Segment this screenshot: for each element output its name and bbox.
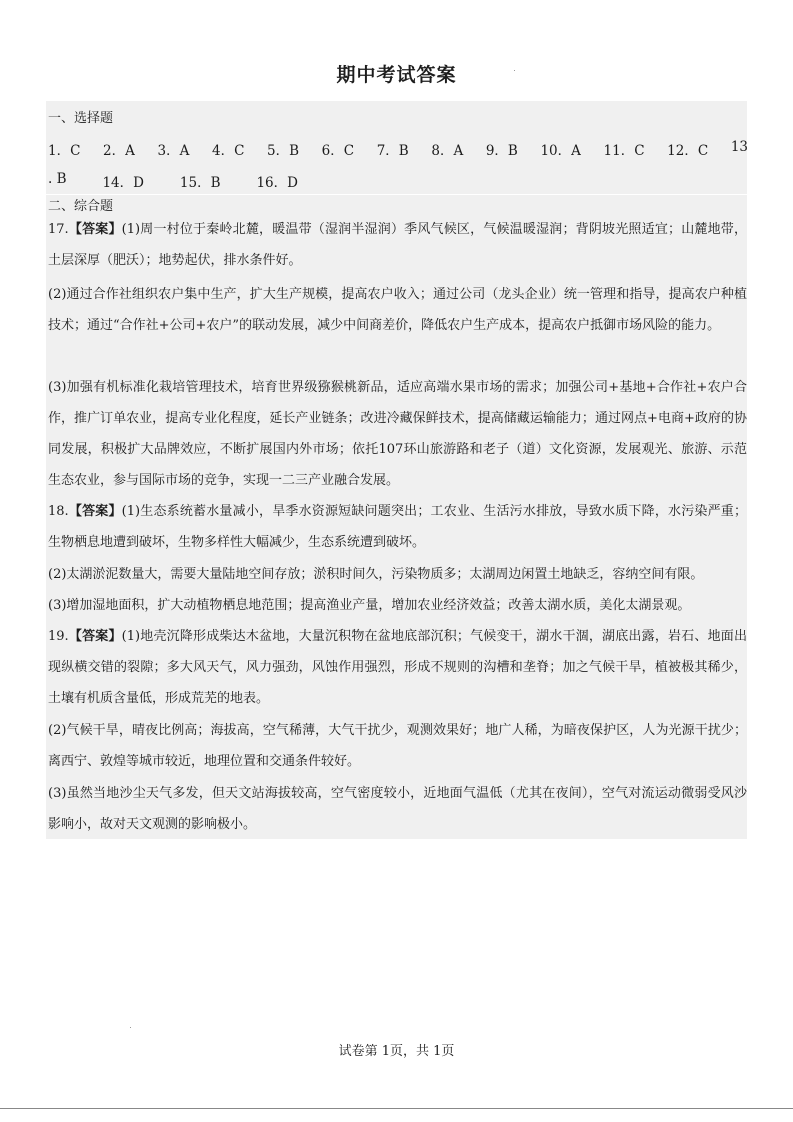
choice-answer: 7．B (376, 143, 409, 159)
section-heading-essay: 二、综合题 (48, 199, 114, 214)
choice-answer: 2．A (103, 143, 135, 159)
choice-answers-row-1 (48, 139, 748, 159)
answer-text: (1)周一村位于秦岭北麓，暖温带（湿润半湿润）季风气候区，气候温暖湿润；背阴坡光照适宜；山麓地带，土层深厚（肥沃）；地势起伏，排水条件好。 (48, 222, 747, 268)
q18-answer-part2: (2)太湖淤泥数量大，需要大量陆地空间存放；淤积时间久，污染物质多；太湖周边闲置土地缺乏，容纳空间有限。 (48, 567, 704, 582)
choice-answer: 6．C (321, 143, 355, 159)
q17-answer-part2: (2)通过合作社组织农户集中生产，扩大生产规模，提高农户收入；通过公司（龙头企业）统一管理和指导，提高农户种植技术；通过“合作社+公司+农户”的联动发展，减少中间商差价，降低农户生产成本，提高农户抵御市场风险的能力。 (48, 287, 747, 333)
answer-text: (1)地壳沉降形成柴达木盆地，大量沉积物在盆地底部沉积；气候变干，湖水干涸，湖底出露，岩石、地面出现纵横交错的裂隙；多大风天气，风力强劲，风蚀作用强烈，形成不规则的沟槽和垄脊；加之气候干旱，植被极其稀少，土壤有机质含量低，形成荒芜的地表。 (48, 629, 747, 706)
choice-answer: 1．C (48, 143, 81, 159)
bottom-rule (0, 1108, 793, 1109)
q18-answer-part1 (48, 496, 747, 558)
answer-text: (1)生态系统蓄水量减小，旱季水资源短缺问题突出；工农业、生活污水排放，导致水质下降，水污染严重；生物栖息地遭到破坏，生物多样性大幅减少，生态系统遭到破坏。 (48, 504, 747, 550)
answer-tag: 【答案】 (68, 504, 122, 519)
choice-answer: . B (48, 171, 67, 187)
choice-answer: 9．B (485, 143, 518, 159)
question-number: 18. (48, 504, 69, 519)
q19-answer-part2: (2)气候干旱，晴夜比例高；海拔高，空气稀薄，大气干扰少，观测效果好；地广人稀，为暗夜保护区，人为光源干扰少；离西宁、敦煌等城市较近，地理位置和交通条件较好。 (48, 723, 747, 769)
choice-answer: 11．C (603, 143, 645, 159)
q17-answer-part1 (48, 214, 747, 276)
choice-answer: 16．D (256, 175, 298, 191)
page-footer: 试卷第 1页，共 1页 (338, 1044, 455, 1059)
q19-answer-part3: (3)虽然当地沙尘天气多发，但天文站海拔较高，空气密度较小，近地面气温低（尤其在夜间），空气对流运动微弱受风沙影响小，故对天文观测的影响极小。 (48, 786, 747, 832)
choice-answer: 13 (730, 139, 748, 155)
choice-answers-row-2 (48, 171, 298, 191)
q18-answer-part3: (3)增加湿地面积，扩大动植物栖息地范围；提高渔业产量，增加农业经济效益；改善太湖水质，美化太湖景观。 (48, 598, 691, 613)
choice-answer: 14．D (102, 175, 144, 191)
scan-speck (514, 70, 515, 71)
scan-speck (130, 1027, 131, 1028)
q19-answer-part1 (48, 621, 747, 714)
choice-answer: 8．A (431, 143, 464, 159)
choice-answer: 10．A (540, 143, 581, 159)
choice-answer: 15．B (179, 175, 221, 191)
section-heading-choice: 一、选择题 (48, 111, 114, 126)
question-number: 19. (48, 629, 69, 644)
answer-tag: 【答案】 (68, 222, 122, 237)
page-title: 期中考试答案 (336, 64, 457, 86)
answer-tag: 【答案】 (68, 629, 122, 644)
choice-answer: 12．C (667, 143, 709, 159)
q17-answer-part3: (3)加强有机标准化栽培管理技术，培育世界级猕猴桃新品，适应高端水果市场的需求；加强公司+基地+合作社+农户合作，推广订单农业，提高专业化程度，延长产业链条；改进冷藏保鲜技术，提高储藏运输能力；通过网点+电商+政府的协同发展，积极扩大品牌效应，不断扩展国内外市场；依托107环山旅游路和老子（道）文化资源，发展观光、旅游、示范生态农业，参与国际市场的竞争，实现一二三产业融合发展。 (48, 380, 747, 488)
question-number: 17. (48, 222, 69, 237)
choice-answer: 5．B (267, 143, 300, 159)
choice-answer: 3．A (157, 143, 190, 159)
choice-answer: 4．C (211, 143, 245, 159)
